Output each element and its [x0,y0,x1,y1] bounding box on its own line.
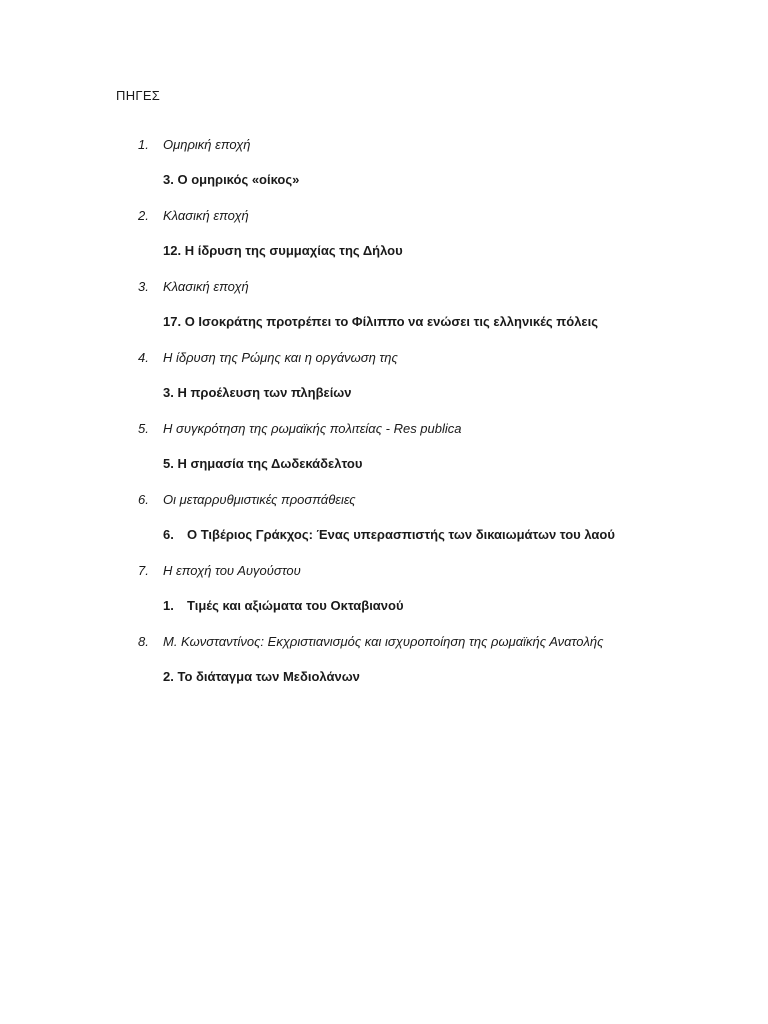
source-number: 17. [163,314,182,329]
source-item [0,172,768,192]
list-item [0,634,768,654]
source-item-text [163,456,362,471]
source-item [0,669,768,689]
source-item [0,598,768,618]
source-item-text [163,314,598,329]
source-item [0,385,768,405]
source-number: 5. [163,456,174,471]
list-item-number: 8. [138,634,149,649]
source-item [0,314,768,334]
page-heading: ΠΗΓΕΣ [116,88,161,103]
list-item [0,279,768,299]
source-item-text [163,385,352,400]
list-item [0,208,768,228]
source-title: Ο ομηρικός «οίκος» [177,172,300,187]
source-item-text [163,243,403,258]
source-item [0,527,768,547]
source-title: Η ίδρυση της συμμαχίας της Δήλου [184,243,403,258]
source-number: 6. [163,527,174,542]
list-item-title: Ομηρική εποχή [163,137,251,152]
list-item-number: 1. [138,137,149,152]
source-item-text [163,527,615,542]
list-item-title: Η ίδρυση της Ρώμης και η οργάνωση της [163,350,398,365]
list-item [0,563,768,583]
list-item-title: Η συγκρότηση της ρωμαϊκής πολιτείας - Res publica [163,421,462,436]
source-number: 1. [163,598,174,613]
list-item-number: 2. [138,208,149,223]
list-item-number: 4. [138,350,149,365]
list-item-title: Κλασική εποχή [163,208,249,223]
source-number: 2. [163,669,174,684]
source-item-text [163,172,299,187]
source-title: Ο Ισοκράτης προτρέπει το Φίλιππο να ενώσει τις ελληνικές πόλεις [184,314,598,329]
source-title: Ο Τιβέριος Γράκχος: Ένας υπερασπιστής των δικαιωμάτων του λαού [187,527,615,542]
list-item [0,492,768,512]
list-item [0,421,768,441]
list-item-number: 3. [138,279,149,294]
source-number: 3. [163,172,174,187]
source-item [0,456,768,476]
source-title: Η προέλευση των πληβείων [177,385,352,400]
source-title: Η σημασία της Δωδεκάδελτου [177,456,363,471]
list-item [0,137,768,157]
source-number: 12. [163,243,182,258]
source-title: Τιμές και αξιώματα του Οκταβιανού [187,598,404,613]
list-item-number: 5. [138,421,149,436]
list-item-title: Κλασική εποχή [163,279,249,294]
source-item-text [163,598,404,613]
list-item-number: 7. [138,563,149,578]
list-item-number: 6. [138,492,149,507]
source-title: Το διάταγμα των Μεδιολάνων [177,669,360,684]
source-item [0,243,768,263]
source-number: 3. [163,385,174,400]
source-item-text [163,669,360,684]
list-item [0,350,768,370]
list-item-title: Οι μεταρρυθμιστικές προσπάθειες [163,492,356,507]
list-item-title: Μ. Κωνσταντίνος: Εκχριστιανισμός και ισχυροποίηση της ρωμαϊκής Ανατολής [163,634,604,649]
list-item-title: Η εποχή του Αυγούστου [163,563,301,578]
